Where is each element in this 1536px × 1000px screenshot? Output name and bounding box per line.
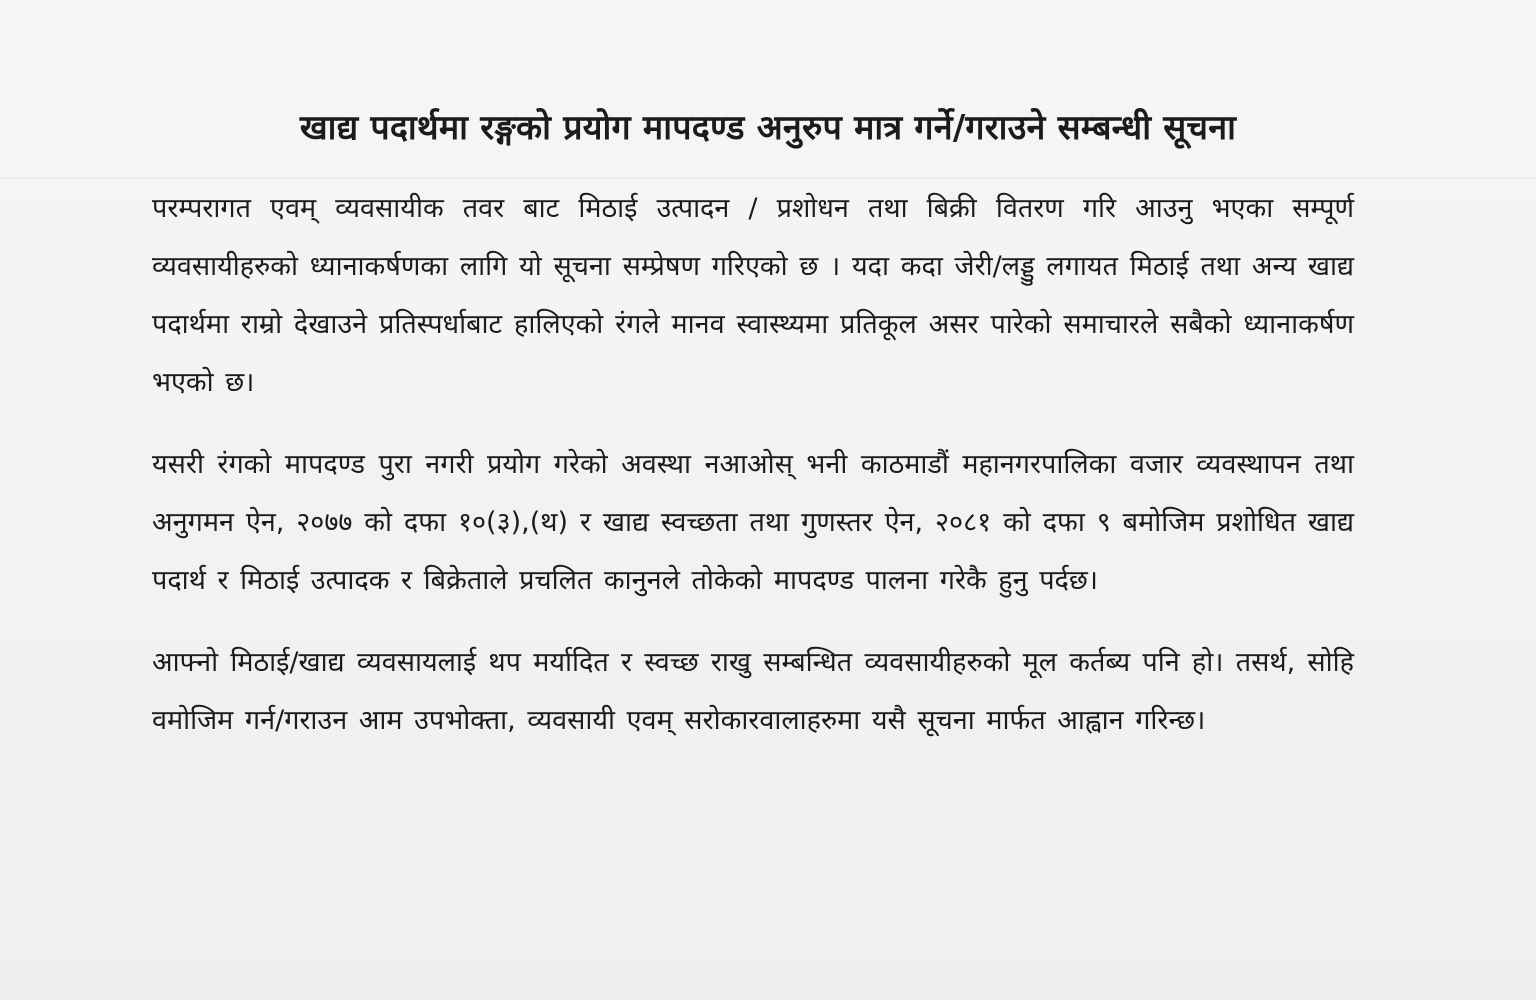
paragraph-intro: परम्परागत एवम् व्यवसायीक तवर बाट मिठाई उत्पादन / प्रशोधन तथा बिक्री वितरण गरि आउनु भएका सम्पूर्ण व्यवसायीहरुको ध्यानाकर्षणका लागि यो सूचना सम्प्रेषण गरिएको छ । यदा कदा जेरी/लड्डु लगायत मिठाई तथा अन्य खाद्य पदार्थमा राम्रो देखाउने प्रतिस्पर्धाबाट हालिएको रंगले मानव स्वास्थ्यमा प्रतिकूल असर पारेको समाचारले सबैको ध्यानाकर्षण भएको छ। [152, 193, 1354, 398]
paper-fold-line [0, 178, 1536, 179]
notice-body [152, 180, 1354, 774]
paragraph-legal-basis: यसरी रंगको मापदण्ड पुरा नगरी प्रयोग गरेको अवस्था नआओस् भनी काठमाडौं महानगरपालिका वजार व्यवस्थापन तथा अनुगमन ऐन, २०७७ को दफा १०(३),(थ) र खाद्य स्वच्छता तथा गुणस्तर ऐन, २०८१ को दफा ९ बमोजिम प्रशोधित खाद्य पदार्थ र मिठाई उत्पादक र बिक्रेताले प्रचलित कानुनले तोकेको मापदण्ड पालना गरेकै हुनु पर्दछ। [152, 449, 1354, 596]
notice-title: खाद्य पदार्थमा रङ्गको प्रयोग मापदण्ड अनुरुप मात्र गर्ने/गराउने सम्बन्धी सूचना [299, 108, 1237, 148]
paragraph-appeal: आफ्नो मिठाई/खाद्य व्यवसायलाई थप मर्यादित र स्वच्छ राखु सम्बन्धित व्यवसायीहरुको मूल कर्तब्य पनि हो। तसर्थ, सोहि वमोजिम गर्न/गराउन आम उपभोक्ता, व्यवसायी एवम् सरोकारवालाहरुमा यसै सूचना मार्फत आह्वान गरिन्छ। [152, 647, 1354, 736]
